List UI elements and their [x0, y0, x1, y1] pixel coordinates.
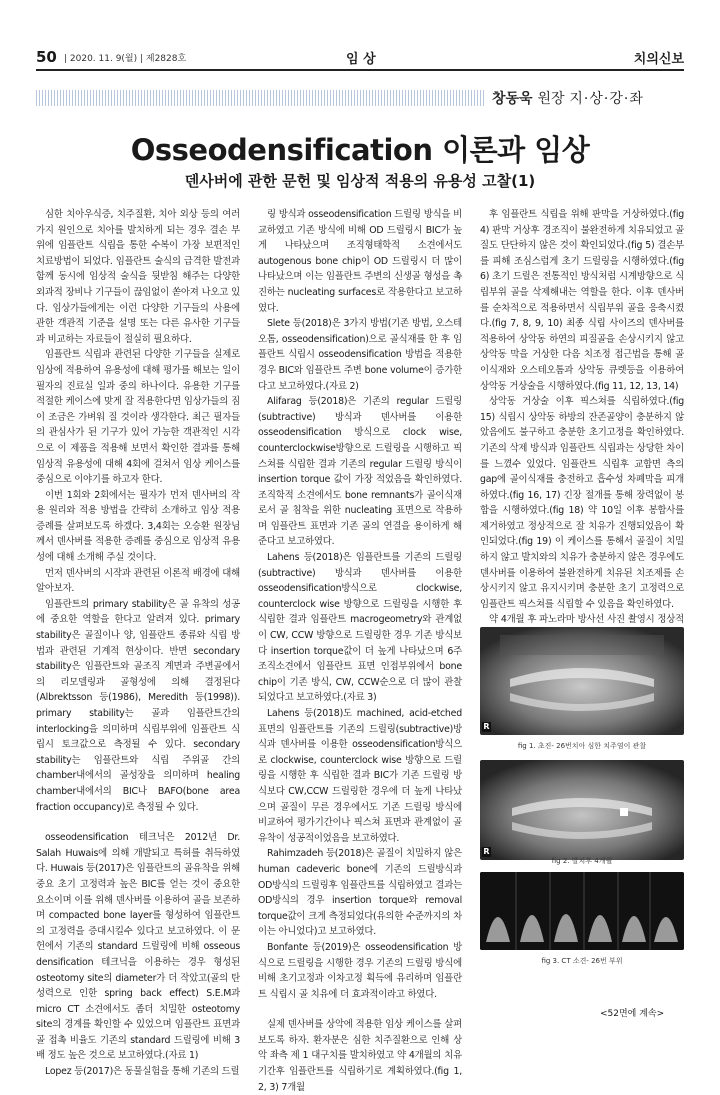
header-rule: [36, 69, 684, 71]
paragraph: 링 방식과 osseodensification 드릴링 방식을 비교하였고 기존 방식에 비해 OD 드릴링시 BIC가 높게 나타났으며 조직형태학적 소견에서도 autogenous bone chip이 OD 드릴링시 더 많이 나타났으며 이는 임플란트 주변의 신생골 형성을 촉진하는 nucleating surfaces로 작용한다고 보고하였다.: [258, 209, 462, 314]
paragraph: Lopez 등(2017)은 동물실험을 통해 기존의 드릴: [45, 1066, 240, 1078]
ct-scan-image: [480, 872, 684, 950]
xray-image: [480, 760, 684, 860]
paragraph: Rahimzadeh 등(2018)은 골질이 치밀하지 않은 human cadeveric bone에 기존의 드릴방식과 OD방식의 드릴링후 임플란트를 식립하였고 결과는 OD방식의 경우 insertion torque와 removal torque값이 크게 측정되었다(유의한 수준까지의 차이는 아니었다)고 보고하였다.: [258, 848, 462, 938]
figure-panoramic-xray-4months: [480, 760, 684, 860]
byline: [492, 88, 644, 108]
paragraph: 약 4개월 후 파노라마 방사선 사진 촬영시 정상적: [489, 614, 684, 626]
publication-name: 치의신보: [633, 52, 684, 67]
section-name: 임 상: [346, 52, 376, 67]
paragraph: Lahens 등(2018)도 machined, acid-etched표면의 임플란트를 기존의 드릴링(subtractive)방식과 덴사버를 이용한 osseodensification방식으로 clockwise, counterclock wise 방향으로 드릴링을 시행한 후 식립한 결과 BIC가 기존 드릴링 방식보다 CW,CCW 드릴링한 경우에 더 높게 나타났으며 골질이 무른 경우에서도 기존 드릴링 방식에 비교하여 평가기간이나 픽스쳐 표면과 관계없이 골유착이 성공적이었음을 보고하였다.: [258, 708, 462, 844]
paragraph: 이번 1회와 2회에서는 필자가 먼저 덴사버의 작용 원리와 적용 방법을 간략히 소개하고 임상 적용 증례를 살펴보도록 하겠다. 3,4회는 오승환 원장님께서 덴사버를 적용한 증례를 중심으로 임상적 유용성에 대해 소개해 주실 것이다.: [36, 489, 240, 564]
paragraph: 심한 치아우식증, 치주질환, 치아 외상 등의 여러 가지 원인으로 치아를 발치하게 되는 경우 결손 부위에 임플란트 식립을 통한 수복이 가장 보편적인 치료방법이 되었다. 임플란트 술식의 급격한 발전과 함께 동시에 임상적 술식을 뒷받침 해주는 다양한 외과적 장비나 기구들이 끊임없이 쏟아져 나오고 있다. 임상가들에게는 이런 다양한 기구들의 사용에 관한 객관적 기준을 설명 또는 다른 유사한 기구들과 비교하는 자료들이 절실히 필요하다.: [36, 209, 240, 345]
series-label: 지·상·강·좌: [569, 91, 644, 107]
paragraph: 후 임플란트 식립을 위해 판막을 거상하였다.(fig 4) 판막 거상후 경조직이 불완전하게 치유되었고 골질도 단단하지 않은 것이 확인되었다.(fig 5) 결손부를 피해 조심스럽게 초기 드릴링을 시행하였다.(fig 6) 초기 드릴은 전통적인 방식처럼 시계방향으로 식립부위 골을 삭제해내는 역할을 한다. 이후 덴사버를 순차적으로 적용하면서 식립부위 골을 응축시켰다.(fig 7, 8, 9, 10) 최종 식립 사이즈의 덴사버를 적용하여 상악동 하연의 피질골을 손상시키지 않고 상악동 막을 거상한 다음 치조정 접근법을 통해 골이식재와 오스테오톰과 상악동 큐렛등을 이용하여 상악동 거상술을 시행하였다.(fig 11, 12, 13, 14): [480, 209, 684, 392]
column-3: [480, 207, 684, 644]
paragraph: Alifarag 등(2018)은 기존의 regular 드릴링(subtractive) 방식과 덴사버를 이용한 osseodensification 방식으로 clock wise, counterclockwise방향으로 드릴링을 시행하고 픽스쳐를 식립한 결과 기존의 regular 드릴링 방식이 insertion torque 값이 가장 적었음을 확인하였다. 조직학적 소견에서도 bone remnants가 골이식재로서 골 침착을 위한 nucleating 표면으로 작용하며 임플란트 표면과 기존 골의 연결을 용이하게 해준다고 보고하였다.: [258, 396, 462, 548]
page-number: 50: [36, 48, 57, 66]
series-stripe: [36, 90, 484, 106]
paragraph: 상악동 거상술 이후 픽스쳐를 식립하였다.(fig 15) 식립시 상악동 하방의 잔존골양이 충분하지 않았음에도 불구하고 충분한 초기고정을 확인하였다. 기존의 삭제 방식과 임플란트 식립과는 상당한 차이를 느꼈수 있었다. 임플란트 식립후 교합면 측의 gap에 골이식재를 충전하고 흡수성 차폐막을 피개하였다.(fig 16, 17) 긴장 절개를 통해 장력없이 봉합을 시행하였다.(fig 18) 약 10일 이후 봉합사를 제거하였고 정상적으로 잘 치유가 진행되었음이 확인되었다.(fig 19) 이 케이스를 통해서 골질이 치밀하지 않고 발치와의 치유가 충분하지 않은 경우에도 덴사버를 이용하여 불완전하게 치유된 치조제를 손상시키지 않고 유지시키며 충분한 초기 고정력으로 임플란트 픽스쳐를 식립할 수 있음을 확인하였다.: [480, 396, 684, 610]
paragraph: 실제 덴사버를 상악에 적용한 임상 케이스를 살펴보도록 하자. 환자분은 심한 치주질환으로 인해 상악 좌측 제 1 대구치를 발치하였고 약 4개월의 치유 기간후 임플란트를 식립하기로 계획하였다.(fig 1, 2, 3) 7개월: [258, 1019, 462, 1093]
figure-caption: fig 2. 발치후 4개월: [551, 857, 613, 865]
figure-caption: fig 1. 초진- 26번치아 심한 치주염이 관찰: [517, 742, 647, 750]
author-role: 원장: [537, 91, 565, 107]
article-subtitle: 덴사버에 관한 문헌 및 임상적 적용의 유용성 고찰(1): [184, 172, 536, 190]
orientation-marker: R: [483, 847, 490, 856]
paragraph: Slete 등(2018)은 3가지 방법(기존 방법, 오스테오톰, osseodensification)으로 골식재를 한 후 임플란트 식립시 osseodensification 방법을 적용한 경우 BIC와 임플란트 주변 bone volume이 증가한다고 보고하였다.(자료 2): [258, 318, 462, 392]
issue-date: | 2020. 11. 9(월) | 제2828호: [64, 54, 187, 64]
column-1: [36, 207, 240, 1080]
xray-image: [480, 627, 684, 735]
paragraph: 임플란트 식립과 관련된 다양한 기구들을 실제로 임상에 적용하여 유용성에 대해 평가를 해보는 일이 필자의 진료실 일과 중의 하나이다. 유용한 기구를 적절한 케이스에 맞게 잘 적용한다면 임상가들의 짐이 조금은 가벼워 질 것이라 생각한다. 최근 필자들의 관심사가 된 기구가 있어 가능한 객관적인 시각으로 이 제품을 적용해 보면서 확인한 결과를 통해 임상적 유용성에 대해 4회에 걸쳐서 임상 케이스를 중심으로 이야기를 하고자 한다.: [36, 349, 240, 486]
column-2: [258, 207, 462, 1095]
orientation-marker: R: [483, 722, 490, 731]
figure-panoramic-xray-initial: [480, 627, 684, 735]
paragraph: Lahens 등(2018)은 임플란트를 기존의 드릴링(subtractive) 방식과 덴사버를 이용한 osseodensification방식으로 clockwise, counterclock wise 방향으로 드릴링을 시행한 후 식립한 결과 임플란트 macrogeometry와 관계없이 CW, CCW 방향으로 드릴링한 경우 기존 방식보다 insertion torque값이 더 높게 나타났으며 6주 조직소견에서 임플란트 표면 인접부위에서 bone chip이 기존 방식, CW, CCW순으로 더 많이 관찰되었다고 보고하였다.(자료 3): [258, 552, 462, 704]
continued-note: <52면에 계속>: [600, 1009, 665, 1019]
page-header: [36, 48, 684, 68]
paragraph: osseodensification 테크닉은 2012년 Dr. Salah Huwais에 의해 개발되고 특허를 취득하였다. Huwais 등(2017)은 임플란트의 골유착을 위해 중요 초기 고정력과 높은 BIC를 얻는 것이 중요한 요소이며 이를 위해 덴사버를 이용하여 골을 보존하며 compacted bone layer를 형성하여 임플란트의 고정력을 증대시킬수 있다고 보고하였다. 이 문헌에서 기존의 standard 드릴링에 비해 osseous densification 테크닉을 이용하는 경우 형성된 osteotomy site의 diameter가 더 작았고(골의 탄성력으로 인한 spring back effect) S.E.M과 micro CT 소견에서도 좀더 치밀한 osteotomy site의 경계를 확인할 수 있었으며 임플란트 표면과 골 접촉 비율도 기존의 standard 드릴링에 비해 3배 정도 높은 것으로 보고하였다.(자료 1): [36, 832, 240, 1062]
figure-ct-scan: [480, 872, 684, 950]
paragraph: 임플란트의 primary stability은 골 유착의 성공에 중요한 역할을 한다고 알려져 있다. primary stability은 골질이나 양, 임플란트 종류와 식립 방법과 관련된 기계적 현상이다. 반면 secondary stability은 임플란트와 골조직 계면과 주변골에서의 리모델링과 골형성에 의해 결정된다(Albrektsson 등(1986), Meredith 등(1998)). primary stability는 골과 임플란트간의 interlocking을 의미하며 식립부위에 임플란트 식립시 토크값으로 측정될 수 있다. secondary stability는 임플란트와 식립 주위골 간의 chamber내에서의 골성장을 의미하며 healing chamber내에서의 BIC나 BAFO(bone area fraction occupancy)로 측정될 수 있다.: [36, 598, 240, 813]
paragraph: Bonfante 등(2019)은 osseodensification 방식으로 드릴링을 시행한 경우 기존의 드릴링 방식에 비해 초기고정과 이차고정 획득에 유리하며 임플란트 식립시 골 치유에 더 효과적이라고 하였다.: [258, 941, 462, 1000]
author-name: 창동욱: [492, 91, 533, 107]
paragraph: 먼저 덴사버의 시작과 관련된 이론적 배경에 대해 알아보자.: [36, 567, 240, 595]
article-title: Osseodensification 이론과 임상: [130, 133, 590, 167]
figure-caption: fig 3. CT 소견- 26번 부위: [541, 957, 623, 965]
